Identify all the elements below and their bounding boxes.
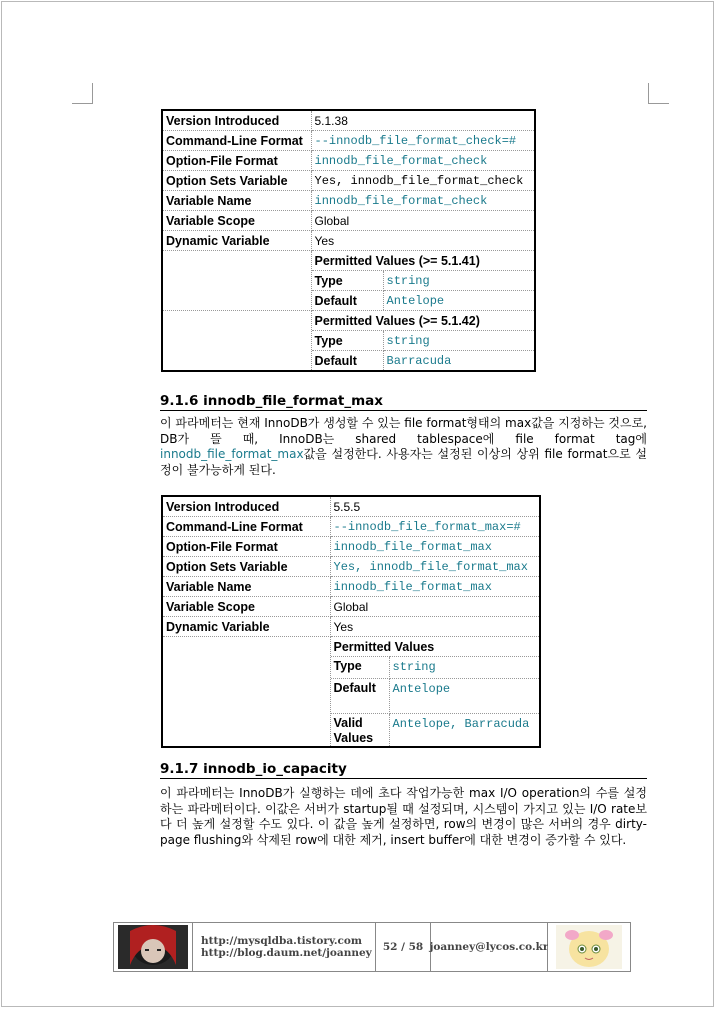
permitted-value-text: string [386, 274, 430, 288]
permitted-value-text: Antelope [386, 294, 445, 308]
spec-row [162, 231, 535, 251]
footer-url-daum[interactable]: http://blog.daum.net/joanney [201, 947, 372, 959]
permitted-label: Type [312, 331, 384, 351]
footer-urls [193, 923, 376, 971]
footer-page-number: 52 / 58 [376, 923, 431, 971]
section-title-file-format-max: 9.1.6 innodb_file_format_max [160, 393, 647, 411]
spec-key: Variable Name [162, 191, 311, 211]
permitted-cell [311, 311, 535, 372]
crop-mark-right [648, 83, 669, 104]
spec-row [162, 496, 540, 517]
spec-value [311, 191, 535, 211]
permitted-sub-row [331, 679, 540, 714]
spec-value [330, 517, 540, 537]
spec-key: Variable Scope [162, 211, 311, 231]
spec-key-empty [162, 311, 311, 372]
permitted-label: Type [331, 657, 390, 679]
spec-value-text: Yes [314, 233, 335, 248]
spec-value-text: innodb_file_format_max [333, 580, 492, 594]
footer-avatar-left [114, 923, 193, 971]
permitted-value [383, 351, 534, 371]
spec-row [162, 537, 540, 557]
spec-value-text: innodb_file_format_check [314, 154, 488, 168]
spec-key: Variable Name [162, 577, 330, 597]
para-text-after: 값을 설정한다. 사용자는 설정된 이상의 상위 file format으로 설정이 불가능하게 된다. [160, 447, 647, 478]
footer-url-tistory[interactable]: http://mysqldba.tistory.com [201, 935, 363, 947]
permitted-sub-row [312, 331, 535, 351]
spec-row [162, 211, 535, 231]
permitted-label: Default [312, 351, 384, 371]
spec-value-text: innodb_file_format_check [314, 194, 488, 208]
spec-value [311, 171, 535, 191]
spec-key-empty [162, 637, 330, 748]
spec-value [330, 577, 540, 597]
spec-value [330, 617, 540, 637]
spec-value [330, 597, 540, 617]
spec-key: Dynamic Variable [162, 231, 311, 251]
spec-value-text: Yes, innodb_file_format_check [314, 174, 524, 188]
permitted-value [389, 679, 539, 714]
permitted-header-row [312, 311, 535, 331]
spec-row [162, 557, 540, 577]
spec-value [330, 557, 540, 577]
spec-value [311, 131, 535, 151]
spec-key: Option Sets Variable [162, 171, 311, 191]
spec-key: Command-Line Format [162, 131, 311, 151]
spec-key-empty [162, 251, 311, 311]
spec-key: Version Introduced [162, 496, 330, 517]
permitted-value-text: string [386, 334, 430, 348]
permitted-header: Permitted Values (>= 5.1.42) [312, 311, 535, 331]
permitted-value-text: Antelope [392, 682, 451, 696]
permitted-cell [330, 637, 540, 748]
permitted-header: Permitted Values [331, 637, 540, 657]
spec-value-text: 5.1.38 [314, 113, 348, 128]
spec-value-text: 5.5.5 [333, 499, 361, 514]
crop-mark-left [72, 83, 93, 104]
permitted-values-table [312, 311, 535, 370]
spec-key: Version Introduced [162, 110, 311, 131]
permitted-value-text: Barracuda [386, 354, 452, 368]
spec-key: Variable Scope [162, 597, 330, 617]
spec-key: Option Sets Variable [162, 557, 330, 577]
permitted-label: Type [312, 271, 384, 291]
permitted-cell [311, 251, 535, 311]
spec-row [162, 131, 535, 151]
spec-row [162, 151, 535, 171]
spec-row [162, 597, 540, 617]
permitted-label: Default [312, 291, 384, 311]
permitted-row [162, 637, 540, 748]
spec-key: Option-File Format [162, 537, 330, 557]
permitted-values-table [331, 637, 540, 746]
permitted-value-text: string [392, 660, 436, 674]
permitted-value [383, 271, 534, 291]
permitted-values-table [312, 251, 535, 310]
permitted-value [383, 331, 534, 351]
spec-row [162, 517, 540, 537]
permitted-sub-row [312, 271, 535, 291]
spec-value-text: innodb_file_format_max [333, 540, 492, 554]
spec-value [311, 211, 535, 231]
spec-row [162, 110, 535, 131]
permitted-row [162, 311, 535, 372]
spec-key: Command-Line Format [162, 517, 330, 537]
file-format-max-table [161, 495, 541, 748]
permitted-value [389, 657, 539, 679]
footer-avatar-right [548, 923, 630, 971]
permitted-header-row [331, 637, 540, 657]
spec-value-text: --innodb_file_format_max=# [333, 520, 521, 534]
innodb-file-format-max-link[interactable]: innodb_file_format_max [160, 447, 304, 462]
section-paragraph-io-capacity: 이 파라메터는 InnoDB가 실행하는 데에 초다 작업가능한 max I/O operation의 수를 설정하는 파라메터이다. 이값은 서버가 startup될 때 설정되며, 시스템이 가지고 있는 I/O rate보다 더 높게 설정할 수도 있다. 이 값을 높게 설정하면, row의 변경이 많은 서버의 경우 dirty-page flushing와 삭제된 row에 대한 제거, insert buffer에 대한 변경이 증가할 수 있다. [160, 786, 647, 848]
spec-row [162, 191, 535, 211]
permitted-row [162, 251, 535, 311]
permitted-value-text: Antelope, Barracuda [392, 717, 530, 731]
avatar-left-icon [118, 925, 188, 969]
page-footer [113, 922, 631, 972]
permitted-header-row [312, 251, 535, 271]
spec-row [162, 577, 540, 597]
footer-email[interactable]: joanney@lycos.co.kr [431, 923, 548, 971]
spec-value [311, 151, 535, 171]
spec-row [162, 171, 535, 191]
permitted-sub-row [312, 351, 535, 371]
file-format-check-table [161, 109, 536, 372]
permitted-sub-row [312, 291, 535, 311]
spec-value-text: Global [314, 213, 350, 228]
avatar-right-icon [556, 925, 622, 969]
spec-value [330, 537, 540, 557]
spec-key: Option-File Format [162, 151, 311, 171]
permitted-value [383, 291, 534, 311]
permitted-sub-row [331, 714, 540, 747]
permitted-header: Permitted Values (>= 5.1.41) [312, 251, 535, 271]
spec-key: Dynamic Variable [162, 617, 330, 637]
spec-value-text: Global [333, 599, 369, 614]
spec-row [162, 617, 540, 637]
spec-value [330, 496, 540, 517]
section-title-io-capacity: 9.1.7 innodb_io_capacity [160, 761, 647, 779]
permitted-value [389, 714, 539, 747]
spec-value [311, 231, 535, 251]
para-text-before: 이 파라메터는 현재 InnoDB가 생성할 수 있는 file format형태의 max값을 지정하는 것으로, DB가 뜰 때, InnoDB는 shared tablespace에 file format tag에 [160, 416, 647, 446]
spec-value-text: Yes, innodb_file_format_max [333, 560, 528, 574]
spec-value-text: --innodb_file_format_check=# [314, 134, 517, 148]
permitted-sub-row [331, 657, 540, 679]
spec-value [311, 110, 535, 131]
permitted-label: Default [331, 679, 390, 714]
spec-value-text: Yes [333, 619, 354, 634]
section-paragraph-file-format-max [160, 416, 647, 479]
permitted-label: Valid Values [331, 714, 390, 747]
